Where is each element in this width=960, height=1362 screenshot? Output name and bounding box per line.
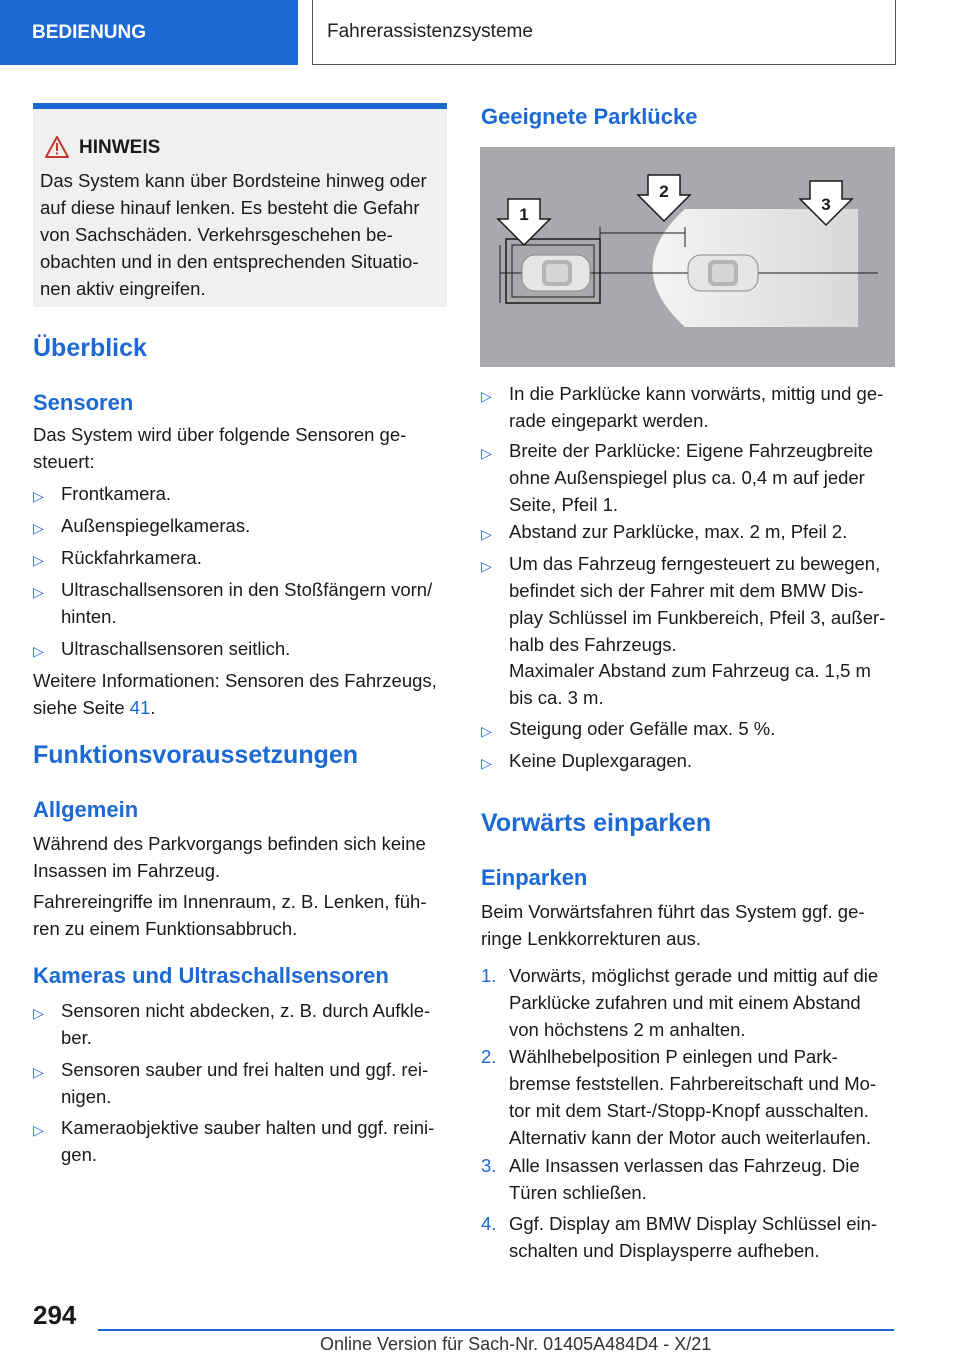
bullet-triangle-icon: ▷ <box>481 755 492 771</box>
text-line: Ultraschallsensoren seitlich. <box>61 638 291 659</box>
footer-rule <box>98 1329 894 1331</box>
heading-allgemein: Allgemein <box>33 797 139 822</box>
text-line: In die Parklücke kann vorwärts, mittig und ge- <box>509 383 884 404</box>
bullet-triangle-icon: ▷ <box>481 723 492 739</box>
text-line: Abstand zur Parklücke, max. 2 m, Pfeil 2. <box>509 521 848 542</box>
heading-kameras: Kameras und Ultraschallsensoren <box>33 963 389 988</box>
parking-diagram-svg <box>480 147 895 367</box>
text-line: steuert: <box>33 451 95 472</box>
text-line: ber. <box>61 1027 92 1048</box>
text-line: Wählhebelposition P einlegen und Park- <box>509 1046 838 1067</box>
car-parked <box>522 255 590 291</box>
range-note <box>509 657 895 711</box>
bullet-triangle-icon: ▷ <box>33 488 44 504</box>
warning-icon <box>45 136 69 158</box>
einparken-intro <box>481 898 895 952</box>
text-line: Vorwärts, möglichst gerade und mittig auf die <box>509 965 879 986</box>
text-line: Rückfahrkamera. <box>61 547 202 568</box>
parking-diagram <box>480 147 895 367</box>
text-line: Während des Parkvorgangs befinden sich keine <box>33 833 426 854</box>
text-line: halb des Fahrzeugs. <box>509 634 677 655</box>
text-line: Keine Duplexgaragen. <box>509 750 693 771</box>
bullet-triangle-icon: ▷ <box>481 526 492 542</box>
arrow-label: 3 <box>821 195 831 214</box>
text-line: schalten und Displaysperre aufheben. <box>509 1240 820 1261</box>
notice-line: nen aktiv eingreifen. <box>40 278 206 299</box>
car-approaching <box>688 255 758 291</box>
text-line: Das System wird über folgende Sensoren ge- <box>33 424 407 445</box>
text-line: Breite der Parklücke: Eigene Fahrzeugbreite <box>509 440 874 461</box>
bullet-triangle-icon: ▷ <box>33 584 44 600</box>
bullet-triangle-icon: ▷ <box>33 1064 44 1080</box>
step-number: 4. <box>481 1213 497 1234</box>
text-line: gen. <box>61 1144 98 1165</box>
chapter-header <box>312 0 896 65</box>
allgemein-p2 <box>33 888 447 942</box>
arrow-label: 1 <box>519 205 529 224</box>
text-line: bremse feststellen. Fahrbereitschaft und Mo- <box>509 1073 877 1094</box>
step-number: 3. <box>481 1155 497 1176</box>
sensoren-intro <box>33 421 447 475</box>
text-line: Türen schließen. <box>509 1182 647 1203</box>
text-line: Sensoren nicht abdecken, z. B. durch Aufkle- <box>61 1000 431 1021</box>
notice-line: obachten und in den entsprechenden Situatio- <box>40 251 419 272</box>
bullet-triangle-icon: ▷ <box>33 643 44 659</box>
arrow-1-icon <box>498 199 550 245</box>
text-line: Fahrereingriffe im Innenraum, z. B. Lenken, füh- <box>33 891 427 912</box>
text-line: Frontkamera. <box>61 483 172 504</box>
step-number: 2. <box>481 1046 497 1067</box>
step-number: 1. <box>481 965 497 986</box>
text-line: Alternativ kann der Motor auch weiterlaufen. <box>509 1127 871 1148</box>
text-line: ringe Lenkkorrekturen aus. <box>481 928 702 949</box>
text-line: Um das Fahrzeug ferngesteuert zu bewegen, <box>509 553 881 574</box>
text-line: Steigung oder Gefälle max. 5 %. <box>509 718 776 739</box>
text-line: nigen. <box>61 1086 112 1107</box>
section-label: BEDIENUNG <box>32 21 147 43</box>
text-line: hinten. <box>61 606 117 627</box>
notice-box <box>33 103 447 307</box>
text-line: Maximaler Abstand zum Fahrzeug ca. 1,5 m <box>509 660 871 681</box>
notice-line: auf diese hinauf lenken. Es besteht die Gefahr <box>40 197 420 218</box>
text-line: Weitere Informationen: Sensoren des Fahrzeugs, <box>33 670 437 691</box>
sensoren-more <box>33 667 447 721</box>
heading-geeignete-parkluecke: Geeignete Parklücke <box>481 104 698 129</box>
notice-text <box>40 167 440 302</box>
bullet-triangle-icon: ▷ <box>33 1005 44 1021</box>
text-line: Ggf. Display am BMW Display Schlüssel ein- <box>509 1213 878 1234</box>
text-line: bis ca. 3 m. <box>509 687 604 708</box>
text-line: tor mit dem Start-/Stopp-Knopf ausschalten. <box>509 1100 869 1121</box>
notice-line: Das System kann über Bordsteine hinweg oder <box>40 170 427 191</box>
text-line: befindet sich der Fahrer mit dem BMW Dis- <box>509 580 864 601</box>
bullet-triangle-icon: ▷ <box>481 445 492 461</box>
text-line: Beim Vorwärtsfahren führt das System ggf. ge- <box>481 901 865 922</box>
text-line: Außenspiegelkameras. <box>61 515 251 536</box>
text-line: Kameraobjektive sauber halten und ggf. reini- <box>61 1117 435 1138</box>
footer-version: Online Version für Sach-Nr. 01405A484D4 - X/21 <box>320 1334 712 1354</box>
text-line: Sensoren sauber und frei halten und ggf. rei- <box>61 1059 429 1080</box>
text-line: ohne Außenspiegel plus ca. 0,4 m auf jeder <box>509 467 865 488</box>
notice-title: HINWEIS <box>79 137 161 158</box>
heading-einparken: Einparken <box>481 865 588 890</box>
text-line: Parklücke zufahren und mit einem Abstand <box>509 992 861 1013</box>
page-link[interactable]: 41 <box>129 697 151 718</box>
heading-vorwaerts-einparken: Vorwärts einparken <box>481 809 712 837</box>
arrow-label: 2 <box>659 182 669 201</box>
text-line: von höchstens 2 m anhalten. <box>509 1019 746 1040</box>
bullet-triangle-icon: ▷ <box>481 558 492 574</box>
bullet-triangle-icon: ▷ <box>33 520 44 536</box>
bullet-triangle-icon: ▷ <box>33 1122 44 1138</box>
heading-funktionsvoraussetzungen: Funktionsvoraussetzungen <box>33 741 359 769</box>
page-number: 294 <box>33 1300 77 1330</box>
bullet-triangle-icon: ▷ <box>481 388 492 404</box>
text-line: Insassen im Fahrzeug. <box>33 860 221 881</box>
heading-sensoren: Sensoren <box>33 390 134 415</box>
heading-ueberblick: Überblick <box>33 334 147 362</box>
text-line: siehe Seite 41. <box>33 697 156 718</box>
chapter-label: Fahrerassistenzsysteme <box>327 21 533 42</box>
text-line: Ultraschallsensoren in den Stoßfängern vorn/ <box>61 579 433 600</box>
text-line: Seite, Pfeil 1. <box>509 494 619 515</box>
bullet-triangle-icon: ▷ <box>33 552 44 568</box>
notice-line: von Sachschäden. Verkehrsgeschehen be- <box>40 224 393 245</box>
text-line: play Schlüssel im Funkbereich, Pfeil 3, außer- <box>509 607 886 628</box>
text-line: Alle Insassen verlassen das Fahrzeug. Die <box>509 1155 860 1176</box>
text-line: ren zu einem Funktionsabbruch. <box>33 918 298 939</box>
text-line: rade eingeparkt werden. <box>509 410 709 431</box>
allgemein-p1 <box>33 830 447 884</box>
section-tab <box>0 0 298 65</box>
